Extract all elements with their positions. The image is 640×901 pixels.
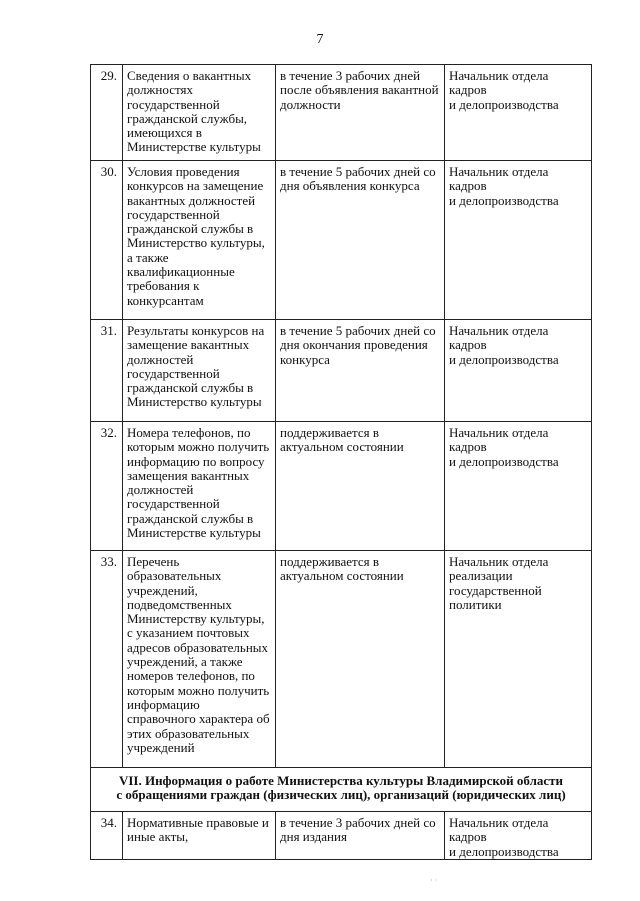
table-row [91, 65, 592, 161]
responsible-person-cell: Начальник отдела кадров и делопроизводства [445, 320, 592, 422]
table-row [91, 320, 592, 422]
publication-term-cell: поддерживается в актуальном состоянии [276, 422, 445, 551]
page-number: 7 [316, 32, 324, 47]
responsible-person-cell: Начальник отдела кадров и делопроизводства [445, 422, 592, 551]
publication-term-cell: поддерживается в актуальном состоянии [276, 551, 445, 768]
section-heading: VII. Информация о работе Министерства культуры Владимирской области с обращениями граждан (физических лиц), организаций (юридических лиц) [91, 768, 592, 812]
responsible-person-cell: Начальник отдела кадров и делопроизводства [445, 65, 592, 161]
responsible-person-cell: Начальник отдела кадров и делопроизводства [445, 812, 592, 860]
responsible-person-cell: Начальник отдела кадров и делопроизводства [445, 161, 592, 320]
table-row [91, 551, 592, 768]
row-number: 30. [91, 161, 123, 320]
info-content-cell: Результаты конкурсов на замещение вакантных должностей государственной гражданской службы в Министерство культуры [123, 320, 276, 422]
publication-term-cell: в течение 3 рабочих дней после объявления вакантной должности [276, 65, 445, 161]
info-content-cell: Номера телефонов, по которым можно получить информацию по вопросу замещения вакантных должностей государственной гражданской службы в Министерстве культуры [123, 422, 276, 551]
scan-mark: · · [430, 876, 438, 885]
info-content-cell: Перечень образовательных учреждений, подведомственных Министерству культуры, с указанием почтовых адресов образовательных учреждений, а также номеров телефонов, по которым можно получить информацию справочного характера об этих образовательных учреждений [123, 551, 276, 768]
info-content-cell: Сведения о вакантных должностях государственной гражданской службы, имеющихся в Министерстве культуры [123, 65, 276, 161]
responsible-person-cell: Начальник отдела реализации государственной политики [445, 551, 592, 768]
row-number: 33. [91, 551, 123, 768]
row-number: 32. [91, 422, 123, 551]
row-number: 29. [91, 65, 123, 161]
information-table [90, 64, 592, 860]
info-content-cell: Условия проведения конкурсов на замещение вакантных должностей государственной гражданской службы в Министерство культуры, а также квалификационные требования к конкурсантам [123, 161, 276, 320]
publication-term-cell: в течение 5 рабочих дней со дня объявления конкурса [276, 161, 445, 320]
row-number: 34. [91, 812, 123, 860]
section-heading-row [91, 768, 592, 812]
info-content-cell: Нормативные правовые и иные акты, [123, 812, 276, 860]
publication-term-cell: в течение 5 рабочих дней со дня окончания проведения конкурса [276, 320, 445, 422]
table-row [91, 812, 592, 860]
publication-term-cell: в течение 3 рабочих дней со дня издания [276, 812, 445, 860]
row-number: 31. [91, 320, 123, 422]
table-row [91, 422, 592, 551]
table-row [91, 161, 592, 320]
